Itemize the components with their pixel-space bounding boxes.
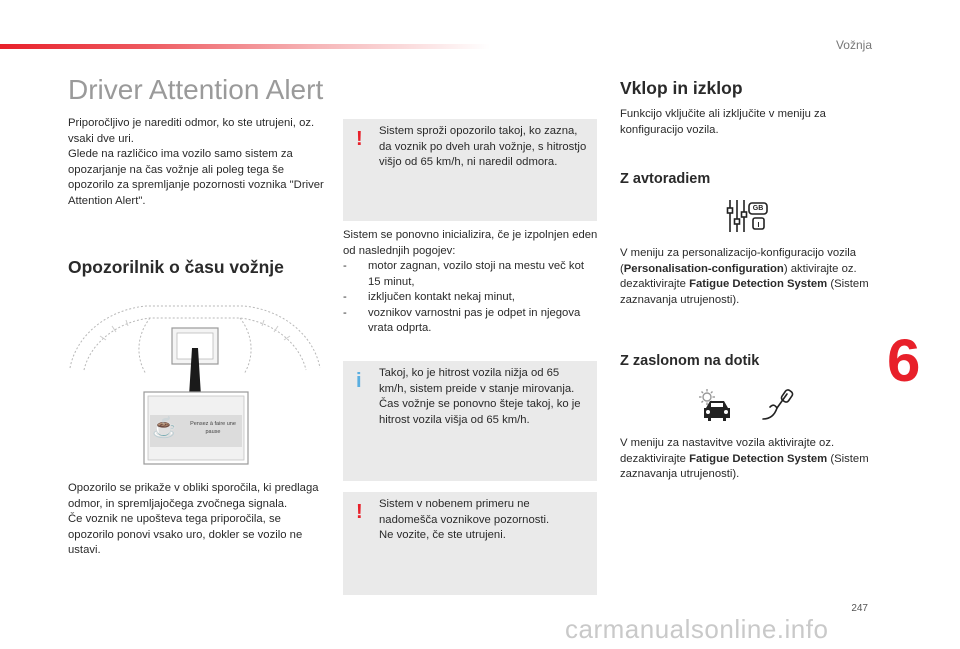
- subtitle-touchscreen: Z zaslonom na dotik: [620, 353, 760, 369]
- warning-text: Ne vozite, če ste utrujeni.: [379, 529, 506, 541]
- info-text: Takoj, ko je hitrost vozila nižja od 65 km/h, sistem preide v stanje mirovanja.: [379, 367, 575, 395]
- alert-description: [68, 481, 324, 559]
- page-title: Driver Attention Alert: [68, 74, 324, 105]
- info-note-speed: [343, 361, 597, 481]
- touch-text-part: V meniju za nastavitve vozila aktivirajte oz. dezaktivirajte: [620, 437, 835, 465]
- info-icon: i: [356, 370, 362, 392]
- body-paragraph: Če voznik ne upošteva tega priporočila, se opozorilo ponovi vsako uro, dokler se vozilo ne ustavi.: [68, 513, 303, 556]
- radio-text-part: (Sistem zaznavanja utrujenosti).: [620, 278, 869, 306]
- list-item: - izključen kontakt nekaj minut,: [343, 290, 599, 306]
- feature-name: Fatigue Detection System: [689, 278, 828, 290]
- car-settings-icon: [698, 388, 734, 422]
- touch-text: [620, 436, 880, 483]
- touch-text-part: (Sistem zaznavanja utrujenosti).: [620, 452, 869, 480]
- conditions-list: [343, 259, 599, 337]
- section-title-toggle: Vklop in izklop: [620, 78, 743, 98]
- menu-name: Personalisation-configuration: [623, 262, 784, 275]
- warning-text: Sistem sproži opozorilo takoj, ko zazna, da voznik po dveh urah vožnje, s hitrostjo višjo od 65 km/h, ni naredil odmora.: [379, 125, 587, 168]
- radio-text: [620, 246, 880, 308]
- page-number: 247: [851, 603, 868, 614]
- intro-paragraph: Priporočljivo je narediti odmor, ko ste utrujeni, oz. vsaki dve uri.: [68, 117, 315, 145]
- pause-message-line: pause: [205, 429, 221, 435]
- warning-icon: !: [356, 501, 363, 523]
- intro-paragraph: Glede na različico ima vozilo samo sistem za opozarjanje na čas vožnje ali poleg tega še opozorilo za spremljanje pozornosti voznika "Driver Attention Alert".: [68, 148, 324, 207]
- chapter-number: 6: [887, 327, 921, 394]
- instrument-cluster-illustration: [66, 296, 324, 468]
- subtitle-radio: Z avtoradiem: [620, 171, 711, 187]
- body-paragraph: Opozorilo se prikaže v obliki sporočila, ki predlaga odmor, in spremljajočega zvočnega signala.: [68, 482, 319, 510]
- touchscreen-instructions: [620, 436, 880, 483]
- feature-name: Fatigue Detection System: [689, 452, 828, 465]
- driver-assist-icon: [761, 388, 795, 422]
- reset-intro: Sistem se ponovno inicializira, če je izpolnjen eden od naslednjih pogojev:: [343, 229, 598, 257]
- list-item: - voznikov varnostni pas je odpet in njegova vrata odprta.: [343, 306, 599, 337]
- radio-text-part: ) aktivirajte oz. dezaktivirajte: [620, 262, 857, 290]
- list-item: - motor zagnan, vozilo stoji na mestu več kot 15 minut,: [343, 259, 599, 290]
- coffee-cup-icon: ☕: [152, 417, 177, 439]
- warning-note-attention: [343, 492, 597, 595]
- radio-icon-label-i: I: [757, 222, 760, 229]
- warning-text: Sistem v nobenem primeru ne nadomešča voznikove pozornosti.: [379, 498, 550, 526]
- watermark: carmanualsonline.info: [565, 614, 829, 644]
- info-text: Čas vožnje se ponovno šteje takoj, ko je hitrost vozila višja od 65 km/h.: [379, 398, 581, 426]
- toggle-intro-text: Funkcijo vključite ali izključite v meniju za konfiguracijo vozila.: [620, 108, 826, 136]
- radio-instructions: [620, 246, 880, 308]
- section-label: Vožnja: [835, 38, 872, 52]
- toggle-intro: [620, 107, 880, 138]
- subtitle-driving-time: Opozorilnik o času vožnje: [68, 257, 284, 277]
- header-accent-bar: [0, 44, 490, 49]
- intro-text: [68, 116, 324, 209]
- pause-message: [182, 420, 244, 436]
- warning-note-two-hours: [343, 119, 597, 221]
- reset-conditions: [343, 228, 599, 337]
- warning-icon: !: [356, 128, 363, 150]
- radio-icon-label-gb: GB: [752, 205, 764, 212]
- pause-message-line: Pensez à faire une: [190, 421, 236, 427]
- radio-text-part: V meniju za personalizacijo-konfiguracijo vozila (: [620, 247, 857, 275]
